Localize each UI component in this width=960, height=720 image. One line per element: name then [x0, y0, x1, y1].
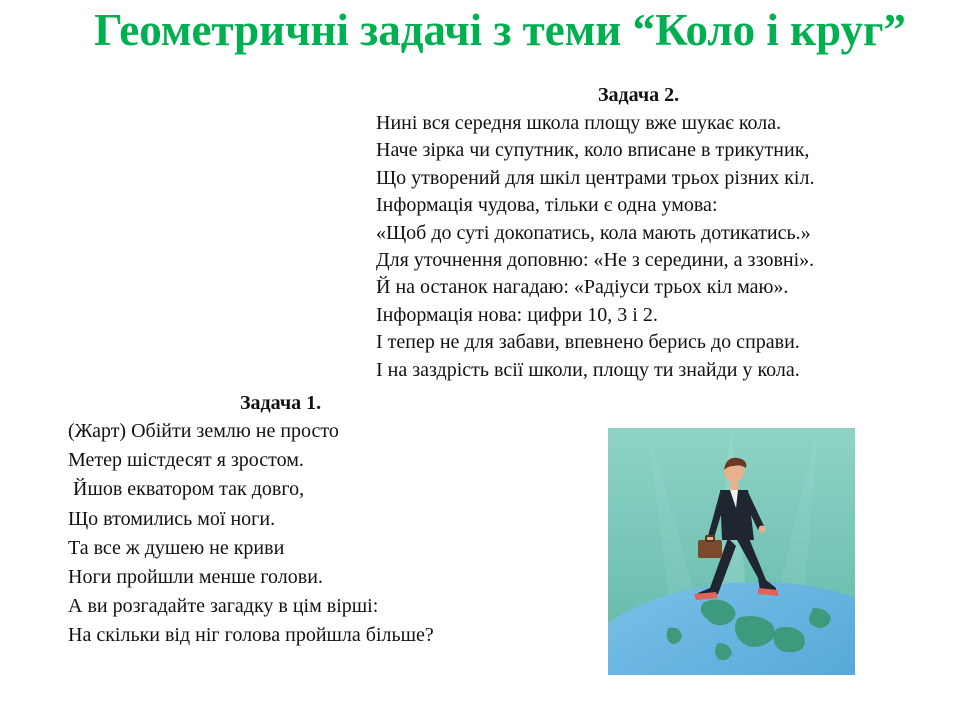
task2-line: Й на останок нагадаю: «Радіуси трьох кіл маю». [376, 276, 789, 299]
task2-line: Нині вся середня школа площу вже шукає кола. [376, 112, 782, 134]
task2-line: Інформація нова: цифри 10, 3 і 2. [376, 303, 658, 326]
task1-line: А ви розгадайте загадку в цім вірші: [68, 595, 379, 618]
task2-line: Для уточнення доповню: «Не з середини, а ззовні». [376, 249, 815, 272]
task1-poem [68, 417, 434, 651]
task1-heading: Задача 1. [240, 392, 322, 414]
task2-line: І на заздрість всії школи, площу ти знайди у кола. [376, 358, 800, 381]
task1-line: На скільки від ніг голова пройшла більше? [68, 624, 434, 647]
task2-heading: Задача 2. [598, 84, 680, 106]
task2-line: Інформація чудова, тільки є одна умова: [376, 194, 718, 217]
task1-line: Ноги пройшли менше голови. [68, 566, 323, 589]
task1-line: Метер шістдесят я зростом. [68, 449, 304, 472]
task1-line: Та все ж душею не криви [68, 536, 285, 559]
task1-line: Що втомились мої ноги. [68, 507, 276, 530]
task2-line: Що утворений для шкіл центрами трьох різних кіл. [376, 166, 815, 189]
task2-line: І тепер не для забави, впевнено берись до справи. [376, 331, 800, 354]
task2-line: «Щоб до суті докопатись, кола мають дотикатись.» [376, 221, 811, 244]
task2-poem [376, 110, 814, 384]
slide-title: Геометричні задачі з теми “Коло і круг” [94, 5, 906, 55]
task1-line: (Жарт) Обійти землю не просто [68, 420, 339, 442]
task2-line: Наче зірка чи супутник, коло вписане в трикутник, [376, 139, 810, 162]
task1-line: Йшов екватором так довго, [68, 478, 305, 501]
man-walking-on-globe-icon [608, 428, 855, 675]
